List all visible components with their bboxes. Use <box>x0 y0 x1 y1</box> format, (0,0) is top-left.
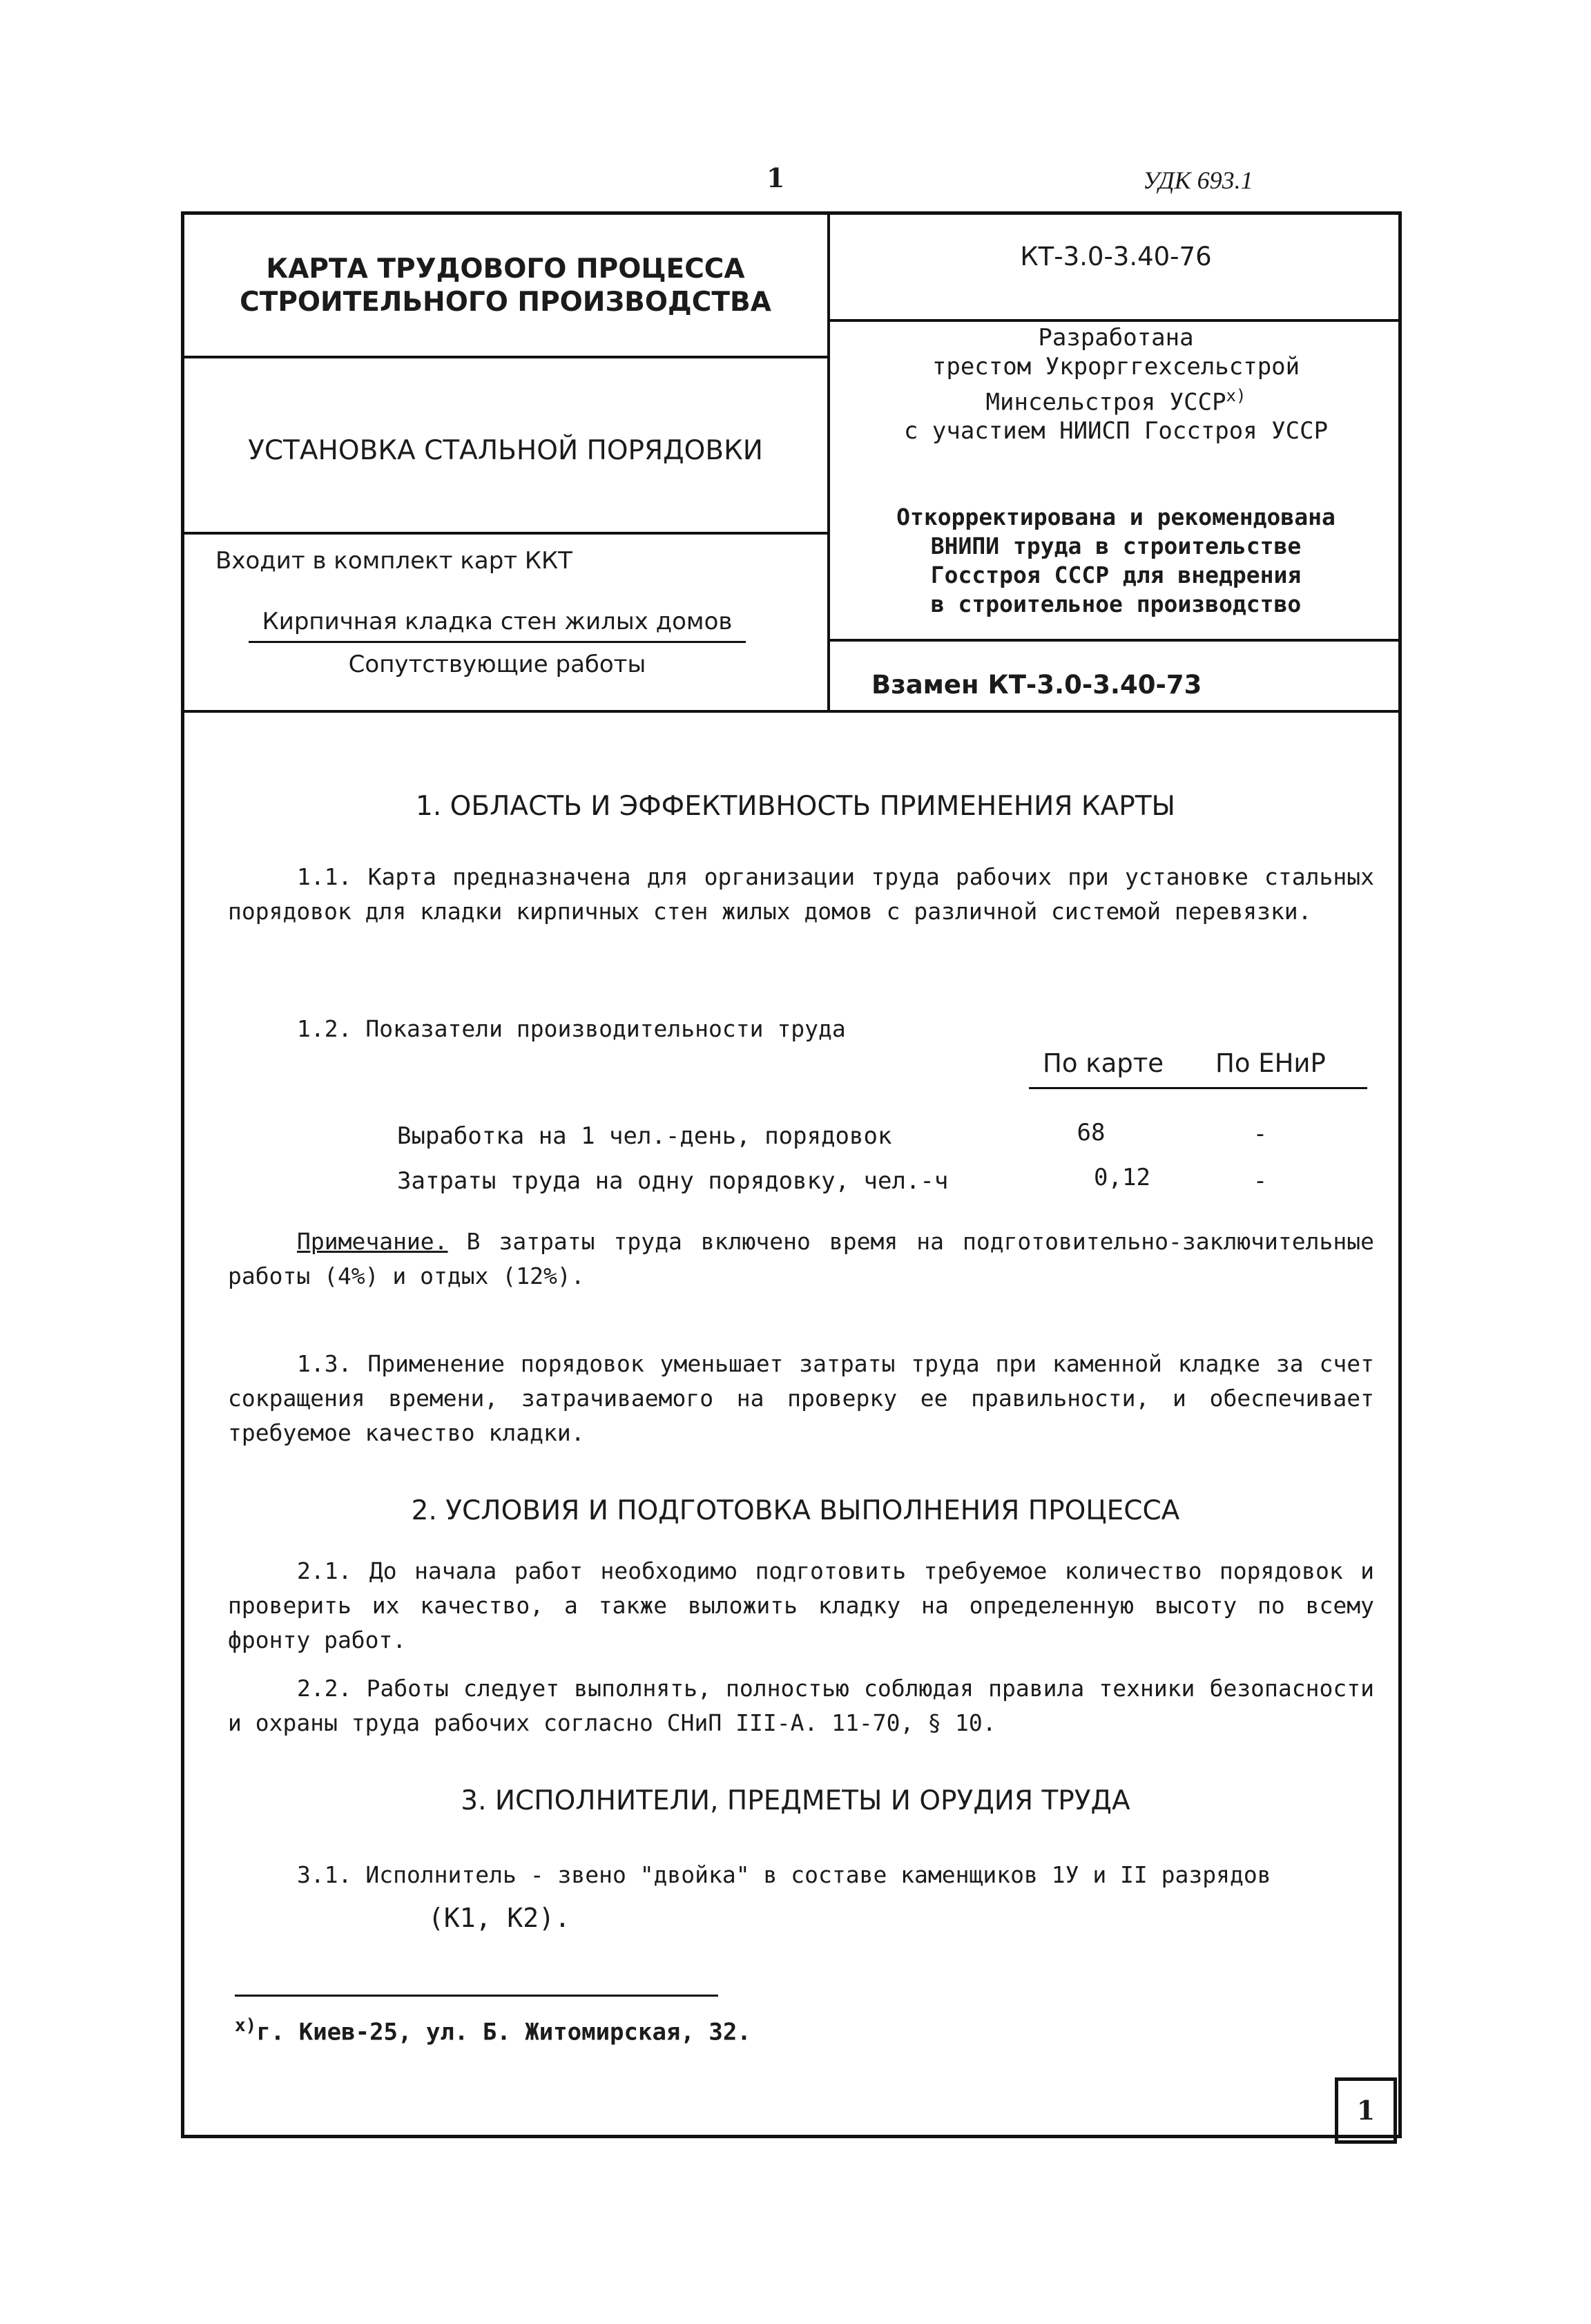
developer-footnote-mark: x) <box>1226 386 1246 405</box>
right-rule-2 <box>827 639 1402 642</box>
developer-line3 <box>830 381 1402 416</box>
recommendation-line4: в строительное производство <box>930 590 1302 617</box>
row-labor-by-card: 0,12 <box>1094 1164 1150 1191</box>
row-output-label: Выработка на 1 чел.-день, порядовок <box>397 1122 892 1150</box>
row-labor-label: Затраты труда на одну порядовку, чел.-ч <box>397 1167 949 1195</box>
paragraph-1-3: 1.3. Применение порядовок уменьшает затраты труда при каменной кладке за счет сокращения времени, затрачиваемого на проверку ее правильности, и обеспечивает требуемое качество кладки. <box>228 1350 1374 1446</box>
performers-codes: (К1, К2). <box>428 1903 570 1933</box>
page-number: 1 <box>766 162 785 193</box>
row-labor-by-enir: - <box>1253 1167 1268 1195</box>
footnote-text: г. Киев-25, ул. Б. Житомирская, 32. <box>256 2018 751 2046</box>
developer-block <box>830 323 1402 445</box>
recommendation-line1: Откорректирована и рекомендована <box>896 503 1336 530</box>
developer-ministry: Минсельстроя УССР <box>985 388 1226 416</box>
card-subject: УСТАНОВКА СТАЛЬНОЙ ПОРЯДОВКИ <box>248 435 763 466</box>
paragraph-2-2: 2.2. Работы следует выполнять, полностью соблюдая правила техники безопасности и охраны труда рабочих согласно СНиП III-А. 11-70, § 10. <box>228 1675 1374 1736</box>
right-rule-1 <box>827 319 1402 322</box>
kit-item-masonry: Кирпичная кладка стен жилых домов <box>249 608 746 643</box>
note-text: В затраты труда включено время на подготовительно-заключительные работы (4%) и отдых (12%). <box>228 1228 1374 1289</box>
recommendation-block <box>830 503 1402 619</box>
note-paragraph <box>228 1225 1374 1294</box>
recommendation-line2: ВНИПИ труда в строительстве <box>930 532 1302 559</box>
developer-line4: с участием НИИСП Госстроя УССР <box>903 417 1329 445</box>
columns-underline <box>1029 1087 1367 1089</box>
footnote-mark: x) <box>235 2015 257 2036</box>
column-by-enir: По ЕНиР <box>1215 1048 1326 1078</box>
card-code: КТ-3.0-3.40-76 <box>1020 242 1212 271</box>
footnote <box>235 2015 751 2046</box>
paragraph-1-2: 1.2. Показатели производительности труда <box>297 1015 846 1042</box>
card-title <box>181 253 830 319</box>
developer-line1: Разработана <box>1038 324 1194 352</box>
section2-heading: 2. УСЛОВИЯ И ПОДГОТОВКА ВЫПОЛНЕНИЯ ПРОЦЕССА <box>411 1495 1180 1526</box>
card-title-line1: КАРТА ТРУДОВОГО ПРОЦЕССА <box>266 253 745 285</box>
footnote-rule <box>235 1995 718 1997</box>
udk-code: УДК 693.1 <box>1143 166 1253 194</box>
row-output-by-card: 68 <box>1077 1119 1106 1146</box>
paragraph-3-1: 3.1. Исполнитель - звено "двойка" в составе каменщиков 1У и II разрядов <box>297 1861 1271 1888</box>
left-rule-1 <box>181 356 830 358</box>
sheet-number: 1 <box>1335 2077 1397 2144</box>
note-label: Примечание. <box>297 1228 448 1255</box>
recommendation-line3: Госстроя СССР для внедрения <box>930 561 1302 588</box>
card-title-line2: СТРОИТЕЛЬНОГО ПРОИЗВОДСТВА <box>240 287 771 318</box>
header-bottom-rule <box>181 710 1402 713</box>
row-output-by-enir: - <box>1253 1120 1268 1148</box>
column-by-card: По карте <box>1043 1048 1164 1078</box>
replaced-card: Взамен КТ-3.0-3.40-73 <box>871 670 1202 700</box>
paragraph-2-1: 2.1. До начала работ необходимо подготовить требуемое количество порядовок и проверить их качество, а также выложить кладку на определенную высоту по всему фронту работ. <box>228 1557 1374 1653</box>
section3-heading: 3. ИСПОЛНИТЕЛИ, ПРЕДМЕТЫ И ОРУДИЯ ТРУДА <box>461 1785 1130 1816</box>
developer-line2: трестом Укрорггехсельстрой <box>932 353 1300 381</box>
kit-note: Входит в комплект карт ККТ <box>215 547 572 575</box>
kit-item-related: Сопутствующие работы <box>348 651 646 678</box>
left-rule-2 <box>181 532 830 535</box>
section1-heading: 1. ОБЛАСТЬ И ЭФФЕКТИВНОСТЬ ПРИМЕНЕНИЯ КАРТЫ <box>416 791 1175 822</box>
paragraph-1-1: 1.1. Карта предназначена для организации труда рабочих при установке стальных порядовок для кладки кирпичных стен жилых домов с различной системой перевязки. <box>228 863 1374 925</box>
